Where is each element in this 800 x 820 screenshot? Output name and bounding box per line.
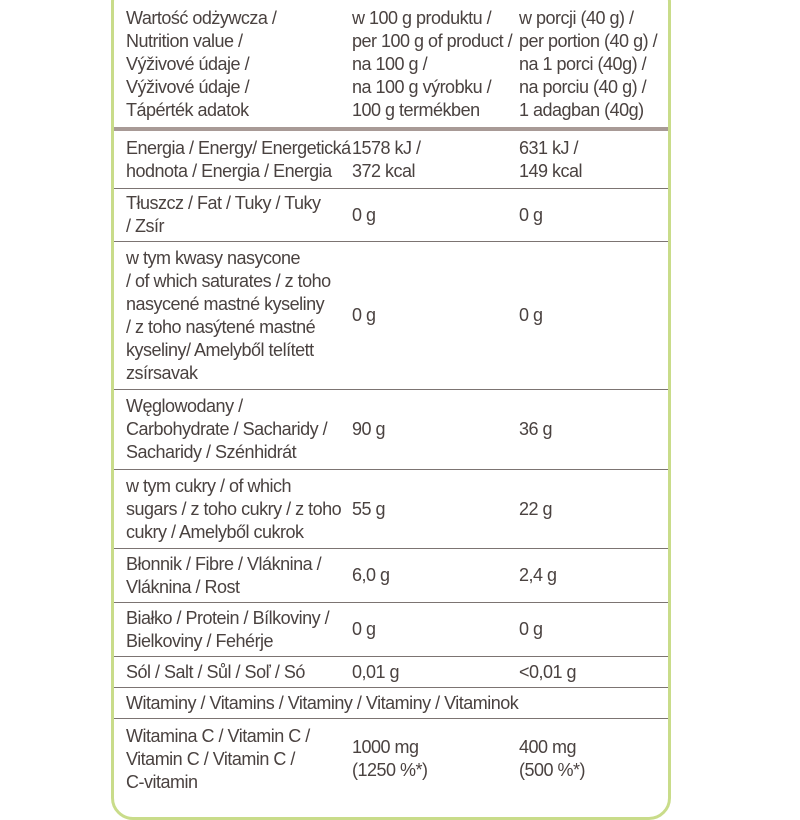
table-row-fibre (114, 549, 668, 603)
table-row-fat (114, 189, 668, 242)
row-name: Tłuszcz / Fat / Tuky / Tuky / Zsír (126, 193, 321, 236)
row-per-portion: 0 g (519, 305, 543, 325)
row-per-100g: 1578 kJ / 372 kcal (352, 137, 421, 181)
row-per-100g: 1000 mg (1250 %*) (352, 737, 428, 780)
row-per-100g: 0,01 g (352, 661, 400, 682)
table-row-sugars (114, 470, 668, 549)
table-row-vitamin-c (114, 719, 668, 799)
table-header-row (114, 0, 668, 131)
row-name: w tym cukry / of which sugars / z toho cukry / z toho cukry / Amelyből cukrok (126, 475, 342, 542)
row-per-portion: <0,01 g (519, 661, 577, 682)
row-name: Białko / Protein / Bílkoviny / Bielkoviny / Fehérje (126, 607, 330, 651)
row-name: Sól / Salt / Sůl / Soľ / Só (126, 661, 305, 682)
vitamins-header: Witaminy / Vitamins / Vitaminy / Vitaminy / Vitaminok (126, 692, 519, 713)
row-name: Węglowodany / Carbohydrate / Sacharidy / Sacharidy / Szénhidrát (126, 396, 328, 462)
row-per-100g: 0 g (352, 305, 376, 325)
row-name: Błonnik / Fibre / Vláknina / Vláknina / Rost (126, 553, 322, 597)
row-per-portion: 22 g (519, 498, 553, 519)
row-name: Witamina C / Vitamin C / Vitamin C / Vitamin C / C-vitamin (126, 725, 310, 792)
header-per-100g: w 100 g produktu / per 100 g of product / na 100 g / na 100 g výrobku / 100 g termékben (352, 8, 513, 120)
table-row-energy (114, 131, 668, 189)
row-per-portion: 0 g (519, 619, 543, 639)
table-row-protein (114, 603, 668, 657)
header-per-portion: w porcji (40 g) / per portion (40 g) / na 1 porci (40g) / na porciu (40 g) / 1 adagban (40g) (519, 8, 658, 120)
row-per-100g: 0 g (352, 204, 376, 225)
row-per-portion: 631 kJ / 149 kcal (519, 137, 583, 181)
row-per-100g: 90 g (352, 419, 386, 439)
table-row-saturates (114, 242, 668, 390)
table-row-vitamins-header (114, 688, 668, 719)
row-per-portion: 2,4 g (519, 565, 557, 585)
table-row-carbohydrate (114, 390, 668, 470)
row-name: Energia / Energy/ Energetická hodnota / Energia / Energia (126, 137, 351, 181)
row-per-portion: 36 g (519, 419, 553, 439)
row-per-portion: 0 g (519, 204, 543, 225)
row-per-100g: 55 g (352, 498, 386, 519)
header-nutrient: Wartość odżywcza / Nutrition value / Výživové údaje / Výživové údaje / Tápérték adatok (126, 8, 277, 120)
row-per-portion: 400 mg (500 %*) (519, 737, 586, 780)
row-name: w tym kwasy nasycone / of which saturates / z toho nasycené mastné kyseliny / z toho nasýtené mastné kyseliny/ Amelyből telített zsírsavak (126, 247, 331, 383)
table-row-salt (114, 657, 668, 688)
nutrition-table (114, 0, 668, 799)
row-per-100g: 0 g (352, 619, 376, 639)
row-per-100g: 6,0 g (352, 565, 390, 585)
